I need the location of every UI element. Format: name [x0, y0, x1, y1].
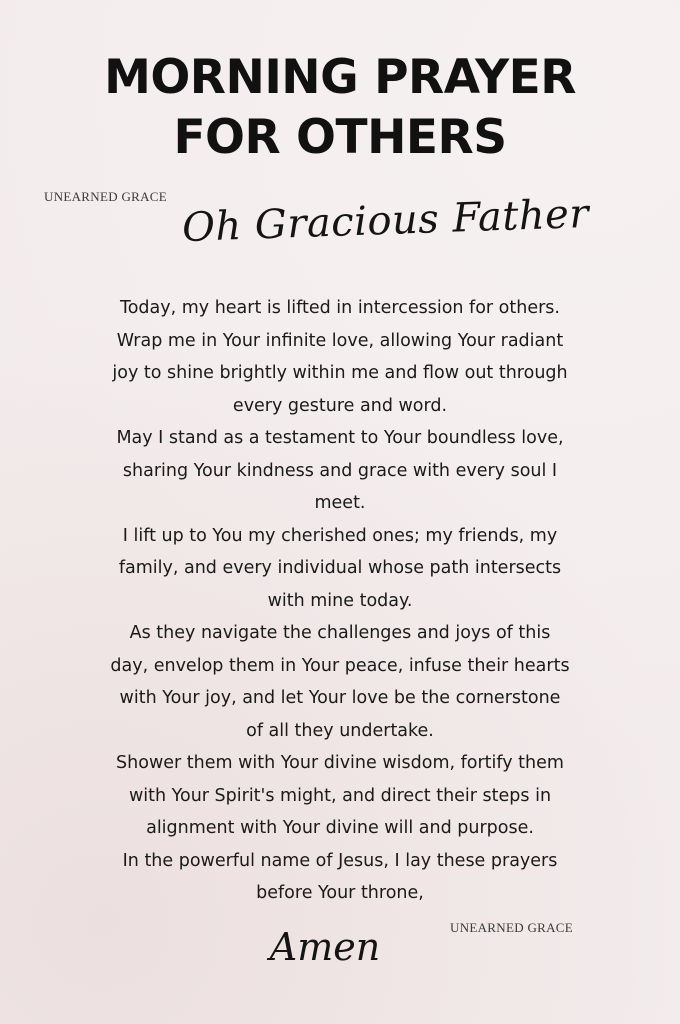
salutation: Oh Gracious Father — [181, 190, 590, 252]
prayer-line: sharing Your kindness and grace with every soul I — [122, 460, 558, 481]
prayer-line: day, envelop them in Your peace, infuse their hearts — [110, 655, 570, 676]
prayer-line: family, and every individual whose path intersects — [118, 558, 562, 578]
prayer-line: Shower them with Your divine wisdom, fortify them — [116, 753, 564, 773]
watermark-top: UNEARNED GRACE — [44, 189, 168, 204]
prayer-line: In the powerful name of Jesus, I lay these prayers — [122, 850, 558, 871]
closing-amen: Amen — [269, 925, 381, 969]
prayer-line: of all they undertake. — [246, 720, 434, 741]
page-title — [0, 48, 680, 168]
prayer-line: before Your throne, — [256, 883, 424, 903]
prayer-line: Wrap me in Your infinite love, allowing Your radiant — [116, 330, 564, 351]
title-line-1: MORNING PRAYER — [104, 50, 576, 105]
prayer-line: with Your joy, and let Your love be the cornerstone — [119, 688, 561, 708]
prayer-line: with Your Spirit's might, and direct their steps in — [128, 785, 552, 806]
watermark-bottom: UNEARNED GRACE — [450, 920, 574, 935]
prayer-line: alignment with Your divine will and purpose. — [146, 818, 534, 838]
prayer-line: Today, my heart is lifted in intercession for others. — [119, 298, 560, 318]
prayer-line: meet. — [314, 493, 366, 513]
prayer-line: every gesture and word. — [232, 395, 448, 416]
prayer-line: joy to shine brightly within me and flow out through — [112, 363, 568, 383]
prayer-line: May I stand as a testament to Your boundless love, — [116, 428, 564, 448]
prayer-line: with mine today. — [267, 590, 413, 611]
title-line-2: FOR OTHERS — [173, 110, 507, 165]
prayer-line: I lift up to You my cherished ones; my friends, my — [122, 525, 558, 546]
prayer-line: As they navigate the challenges and joys of this — [129, 623, 551, 643]
prayer-body — [70, 292, 610, 910]
